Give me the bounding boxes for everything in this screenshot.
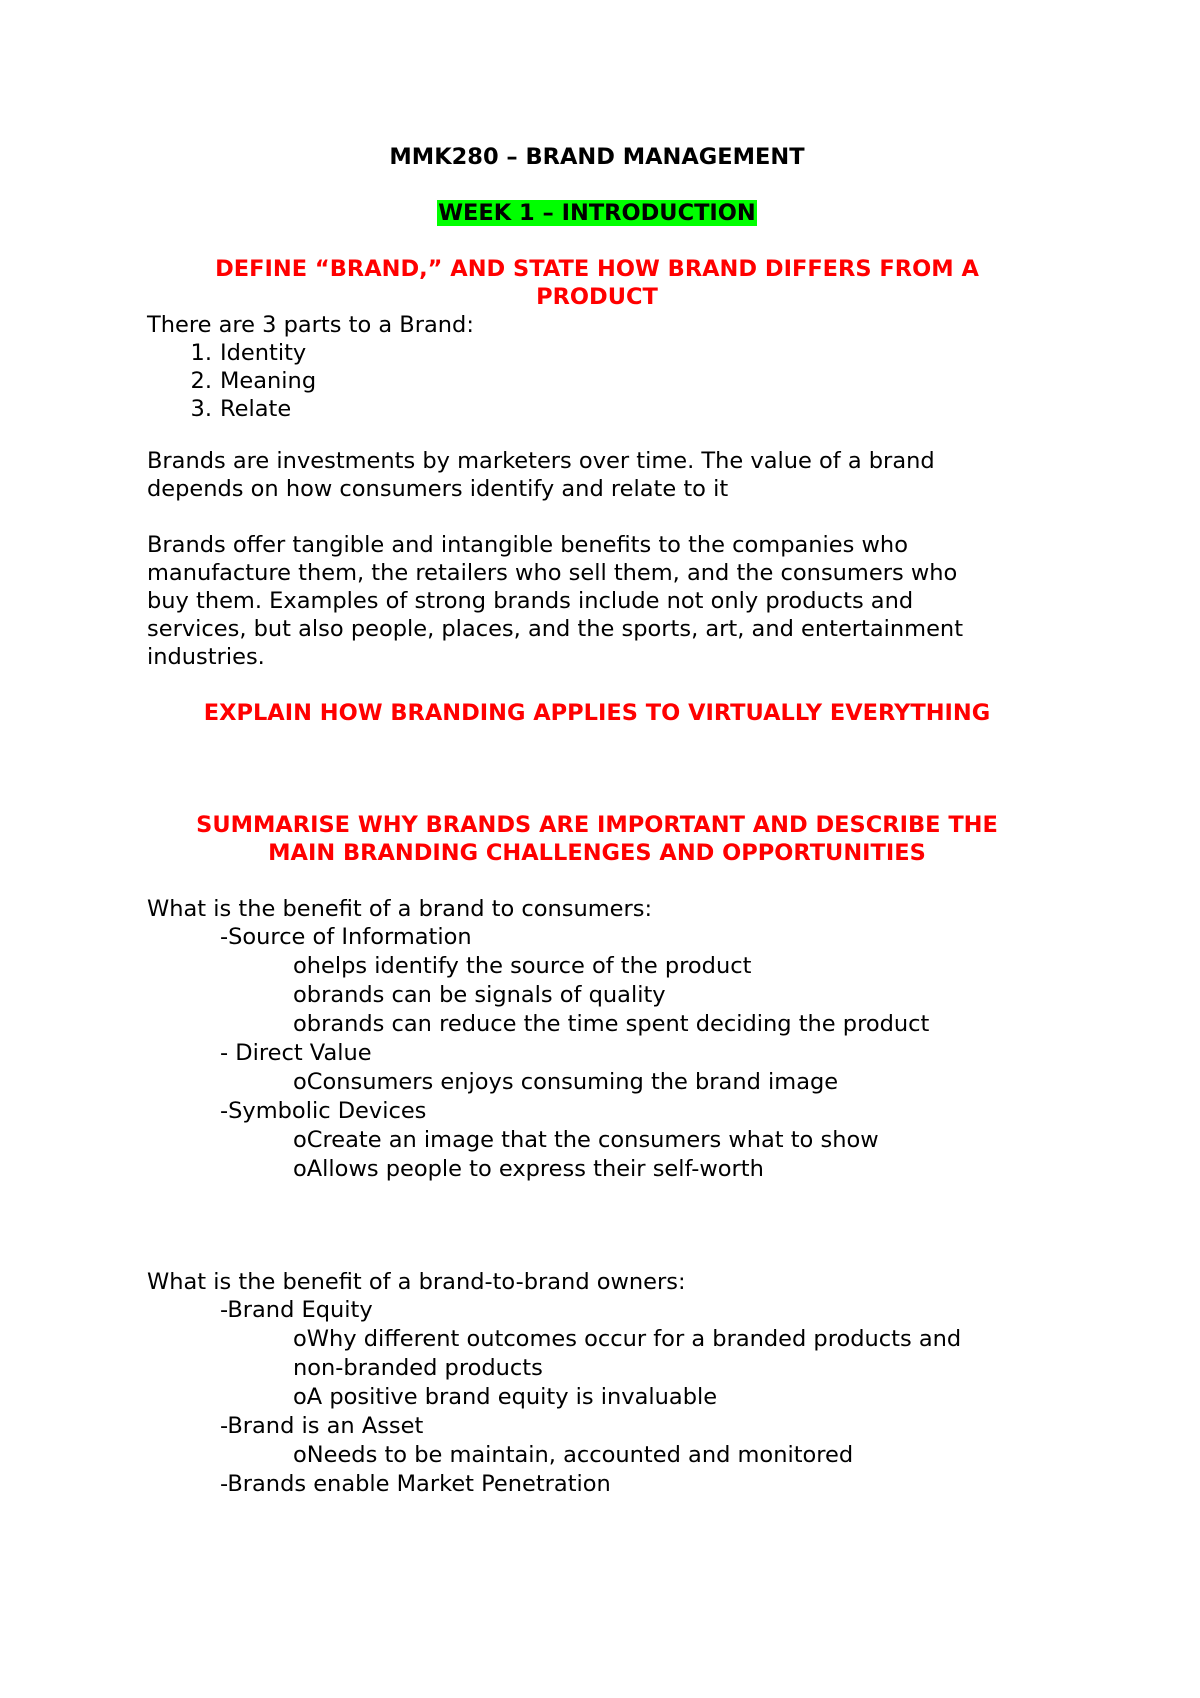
list-item (147, 1412, 1047, 1470)
sub-item-text-cont: non-branded products (293, 1355, 543, 1381)
circle-bullet: o (293, 1326, 307, 1352)
list-number: 1. (190, 340, 212, 366)
sub-list (220, 1325, 1047, 1412)
circle-bullet: o (293, 1011, 307, 1037)
list-number: 3. (190, 396, 212, 422)
sub-list-item (220, 1383, 1047, 1412)
list-item-text: Brand Equity (227, 1297, 373, 1323)
week-title-line (147, 199, 1047, 227)
sub-item-text: Allows people to express their self-worth (306, 1156, 764, 1182)
paragraph-line: Brands are investments by marketers over time. The value of a brand (147, 448, 935, 474)
brand-parts-intro: There are 3 parts to a Brand: (147, 312, 474, 338)
list-item-text: Identity (220, 340, 307, 366)
circle-bullet: o (293, 1127, 307, 1153)
list-item-text: Source of Information (228, 924, 472, 950)
sub-list (220, 1441, 1047, 1470)
sub-item-text: Needs to be maintain, accounted and monitored (306, 1442, 854, 1468)
list-item-text: Direct Value (228, 1040, 372, 1066)
brand-parts-list (147, 339, 1047, 423)
paragraph-line: services, but also people, places, and the sports, art, and entertainment (147, 616, 964, 642)
list-item-text: Relate (220, 396, 292, 422)
sub-list-item (220, 1010, 1047, 1039)
sub-list (220, 1068, 1047, 1097)
list-item (147, 1470, 1047, 1499)
sub-item-text: Why different outcomes occur for a branded products and (306, 1326, 962, 1352)
list-item (147, 1097, 1047, 1184)
paragraph-line: depends on how consumers identify and relate to it (147, 476, 729, 502)
circle-bullet: o (293, 982, 307, 1008)
section-heading-why-brands-important: SUMMARISE WHY BRANDS ARE IMPORTANT AND DESCRIBE THE (196, 812, 998, 838)
dash-bullet: - (220, 1471, 228, 1497)
dash-bullet: - (220, 924, 229, 950)
sub-item-text: Consumers enjoys consuming the brand image (306, 1069, 839, 1095)
sub-item-text: brands can be signals of quality (306, 982, 666, 1008)
circle-bullet: o (293, 1442, 307, 1468)
dash-bullet: - (220, 1040, 229, 1066)
dash-bullet: - (220, 1098, 229, 1124)
document-body (147, 143, 1047, 1499)
circle-bullet: o (293, 953, 307, 979)
list-number: 2. (190, 368, 212, 394)
list-item-text: Meaning (220, 368, 317, 394)
list-item-text: Brands enable Market Penetration (227, 1471, 611, 1497)
consumers-benefit-list (147, 923, 1047, 1184)
paragraph-line: industries. (147, 644, 265, 670)
sub-list-item (220, 952, 1047, 981)
sub-list (220, 952, 1047, 1039)
course-title: MMK280 – BRAND MANAGEMENT (389, 144, 805, 170)
list-item (147, 923, 1047, 1039)
list-item (147, 1296, 1047, 1412)
circle-bullet: o (293, 1384, 307, 1410)
list-item-text: Symbolic Devices (228, 1098, 427, 1124)
sub-list-item (220, 1441, 1047, 1470)
section-heading-why-brands-important-cont: MAIN BRANDING CHALLENGES AND OPPORTUNITIES (268, 840, 926, 866)
sub-list-item (220, 1126, 1047, 1155)
consumers-benefit-intro: What is the benefit of a brand to consumers: (147, 896, 653, 922)
sub-list-item (220, 1155, 1047, 1184)
dash-bullet: - (220, 1297, 228, 1323)
section-heading-define-brand-cont: PRODUCT (536, 284, 658, 310)
dash-bullet: - (220, 1413, 228, 1439)
section-heading-branding-applies: EXPLAIN HOW BRANDING APPLIES TO VIRTUALLY EVERYTHING (203, 700, 991, 726)
sub-item-text: brands can reduce the time spent deciding the product (306, 1011, 930, 1037)
list-item (190, 339, 1047, 367)
paragraph-line: Brands offer tangible and intangible benefits to the companies who (147, 532, 908, 558)
sub-item-text: helps identify the source of the product (306, 953, 752, 979)
sub-list (220, 1126, 1047, 1184)
owners-benefit-list (147, 1296, 1047, 1499)
sub-list-item (220, 981, 1047, 1010)
sub-list-item (220, 1325, 1047, 1383)
list-item (190, 367, 1047, 395)
list-item (190, 395, 1047, 423)
sub-item-text: A positive brand equity is invaluable (306, 1384, 718, 1410)
sub-item-text: Create an image that the consumers what to show (306, 1127, 879, 1153)
section-heading-define-brand: DEFINE “BRAND,” AND STATE HOW BRAND DIFFERS FROM A (215, 256, 979, 282)
sub-list-item (220, 1068, 1047, 1097)
list-item-text: Brand is an Asset (227, 1413, 424, 1439)
owners-benefit-intro: What is the benefit of a brand-to-brand owners: (147, 1269, 686, 1295)
circle-bullet: o (293, 1069, 307, 1095)
week-title: WEEK 1 – INTRODUCTION (438, 200, 756, 226)
circle-bullet: o (293, 1156, 307, 1182)
list-item (147, 1039, 1047, 1097)
paragraph-line: manufacture them, the retailers who sell them, and the consumers who (147, 560, 958, 586)
paragraph-line: buy them. Examples of strong brands include not only products and (147, 588, 914, 614)
